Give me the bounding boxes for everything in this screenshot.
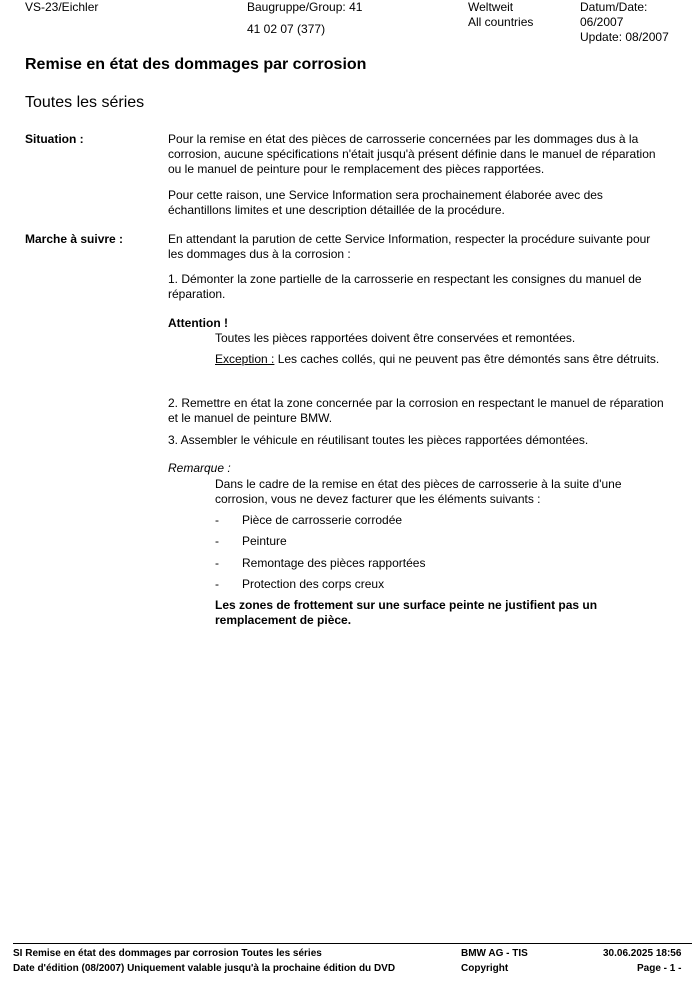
situation-label: Situation : [25,132,84,146]
footer-print-date: 30.06.2025 18:56 [603,948,682,959]
exception-note [215,352,670,367]
situation-paragraph-1: Pour la remise en état des pièces de carrosserie concernées par les dommages dus à la corrosion, aucune spécifications n'était jusqu'à présent définie dans le manuel de réparation ou le manuel de peinture pour le remplacement des pièces rapportées. [168,132,656,176]
header-region-en: All countries [468,15,534,29]
footer-page-number: Page - 1 - [637,963,682,974]
list-item-dash: - [215,556,219,570]
attention-label: Attention ! [168,316,228,330]
footer-edition-date: Date d'édition (08/2007) Uniquement valable jusqu'à la prochaine édition du DVD [13,963,396,974]
footer-divider [13,943,692,944]
footer-copyright: Copyright [461,963,509,974]
header-update: Update: 08/2007 [580,30,669,44]
procedure-step-1: 1. Démonter la zone partielle de la carrosserie en respectant les consignes du manuel de réparation. [168,272,642,301]
header-date-value: 06/2007 [580,15,624,29]
header-author: VS-23/Eichler [25,0,99,14]
list-item: Peinture [242,534,287,548]
page-title: Remise en état des dommages par corrosion [25,56,367,73]
procedure-step-2: 2. Remettre en état la zone concernée par la corrosion en respectant le manuel de réparation et le manuel de peinture BMW. [168,396,664,425]
situation-paragraph-2: Pour cette raison, une Service Information sera prochainement élaborée avec des échantillons limites et une description détaillée de la procédure. [168,188,603,217]
final-note: Les zones de frottement sur une surface peinte ne justifient pas un remplacement de pièce. [215,598,598,627]
attention-text: Toutes les pièces rapportées doivent être conservées et remontées. [215,331,576,345]
header-group: Baugruppe/Group: 41 [247,0,363,14]
footer-doc-title: SI Remise en état des dommages par corrosion Toutes les séries [13,948,322,959]
list-item: Pièce de carrosserie corrodée [242,513,403,527]
list-item-dash: - [215,577,219,591]
remark-text: Dans le cadre de la remise en état des pièces de carrosserie à la suite d'une corrosion, vous ne devez facturer que les éléments suivants : [215,477,622,506]
page-subtitle: Toutes les séries [25,94,145,111]
header-doc-number: 41 02 07 (377) [247,22,326,36]
procedure-step-3: 3. Assembler le véhicule en réutilisant toutes les pièces rapportées démontées. [168,433,589,447]
exception-label: Exception : [215,352,275,366]
exception-text: Les caches collés, qui ne peuvent pas être démontés sans être détruits. [274,352,660,366]
footer-publisher: BMW AG - TIS [461,948,528,959]
remark-label: Remarque : [168,461,231,475]
list-item: Protection des corps creux [242,577,385,591]
list-item: Remontage des pièces rapportées [242,556,426,570]
header-date-label: Datum/Date: [580,0,648,14]
list-item-dash: - [215,513,219,527]
list-item-dash: - [215,534,219,548]
procedure-intro: En attendant la parution de cette Service Information, respecter la procédure suivante pour les dommages dus à la corrosion : [168,232,651,261]
header-region-de: Weltweit [468,0,514,14]
procedure-label: Marche à suivre : [25,232,124,246]
